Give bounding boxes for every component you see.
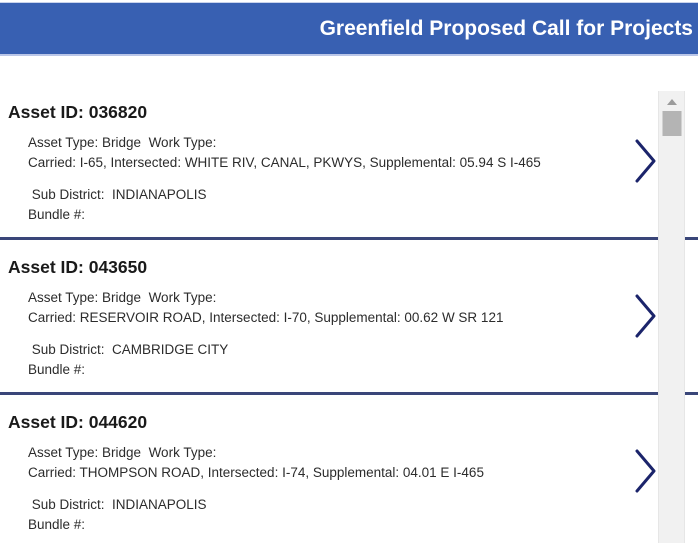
asset-list-item[interactable]: [0, 85, 698, 240]
asset-details: [0, 133, 698, 224]
asset-location: Carried: THOMPSON ROAD, Intersected: I-74, Supplemental: 04.01 E I-465: [28, 464, 484, 480]
asset-bundle: Bundle #:: [28, 361, 86, 377]
chevron-right-icon[interactable]: [635, 449, 656, 493]
asset-sub-district: Sub District: INDIANAPOLIS: [28, 187, 207, 202]
asset-list-item[interactable]: [0, 240, 698, 395]
chevron-right-icon[interactable]: [635, 294, 656, 338]
asset-list: [0, 85, 698, 543]
asset-details: [0, 288, 698, 379]
asset-location: Carried: RESERVOIR ROAD, Intersected: I-70, Supplemental: 00.62 W SR 121: [28, 309, 504, 325]
scroll-up-icon[interactable]: [667, 99, 677, 105]
asset-location: Carried: I-65, Intersected: WHITE RIV, CANAL, PKWYS, Supplemental: 05.94 S I-465: [28, 154, 541, 170]
asset-id-heading: Asset ID: 036820: [8, 102, 148, 122]
page-title: Greenfield Proposed Call for Projects: [319, 17, 693, 40]
app-header: [0, 2, 698, 56]
asset-sub-district: Sub District: INDIANAPOLIS: [28, 497, 207, 512]
asset-list-item[interactable]: [0, 395, 698, 543]
asset-type-work-type: Asset Type: Bridge Work Type:: [28, 445, 217, 460]
asset-id-heading: Asset ID: 044620: [8, 412, 148, 432]
asset-type-work-type: Asset Type: Bridge Work Type:: [28, 290, 217, 305]
asset-details: [0, 443, 698, 534]
scrollbar[interactable]: [658, 91, 685, 543]
asset-sub-district: Sub District: CAMBRIDGE CITY: [28, 342, 229, 357]
asset-bundle: Bundle #:: [28, 206, 86, 222]
asset-type-work-type: Asset Type: Bridge Work Type:: [28, 135, 217, 150]
chevron-right-icon[interactable]: [635, 139, 656, 183]
asset-bundle: Bundle #:: [28, 516, 86, 532]
scrollbar-thumb[interactable]: [662, 111, 681, 136]
asset-id-heading: Asset ID: 043650: [8, 257, 148, 277]
